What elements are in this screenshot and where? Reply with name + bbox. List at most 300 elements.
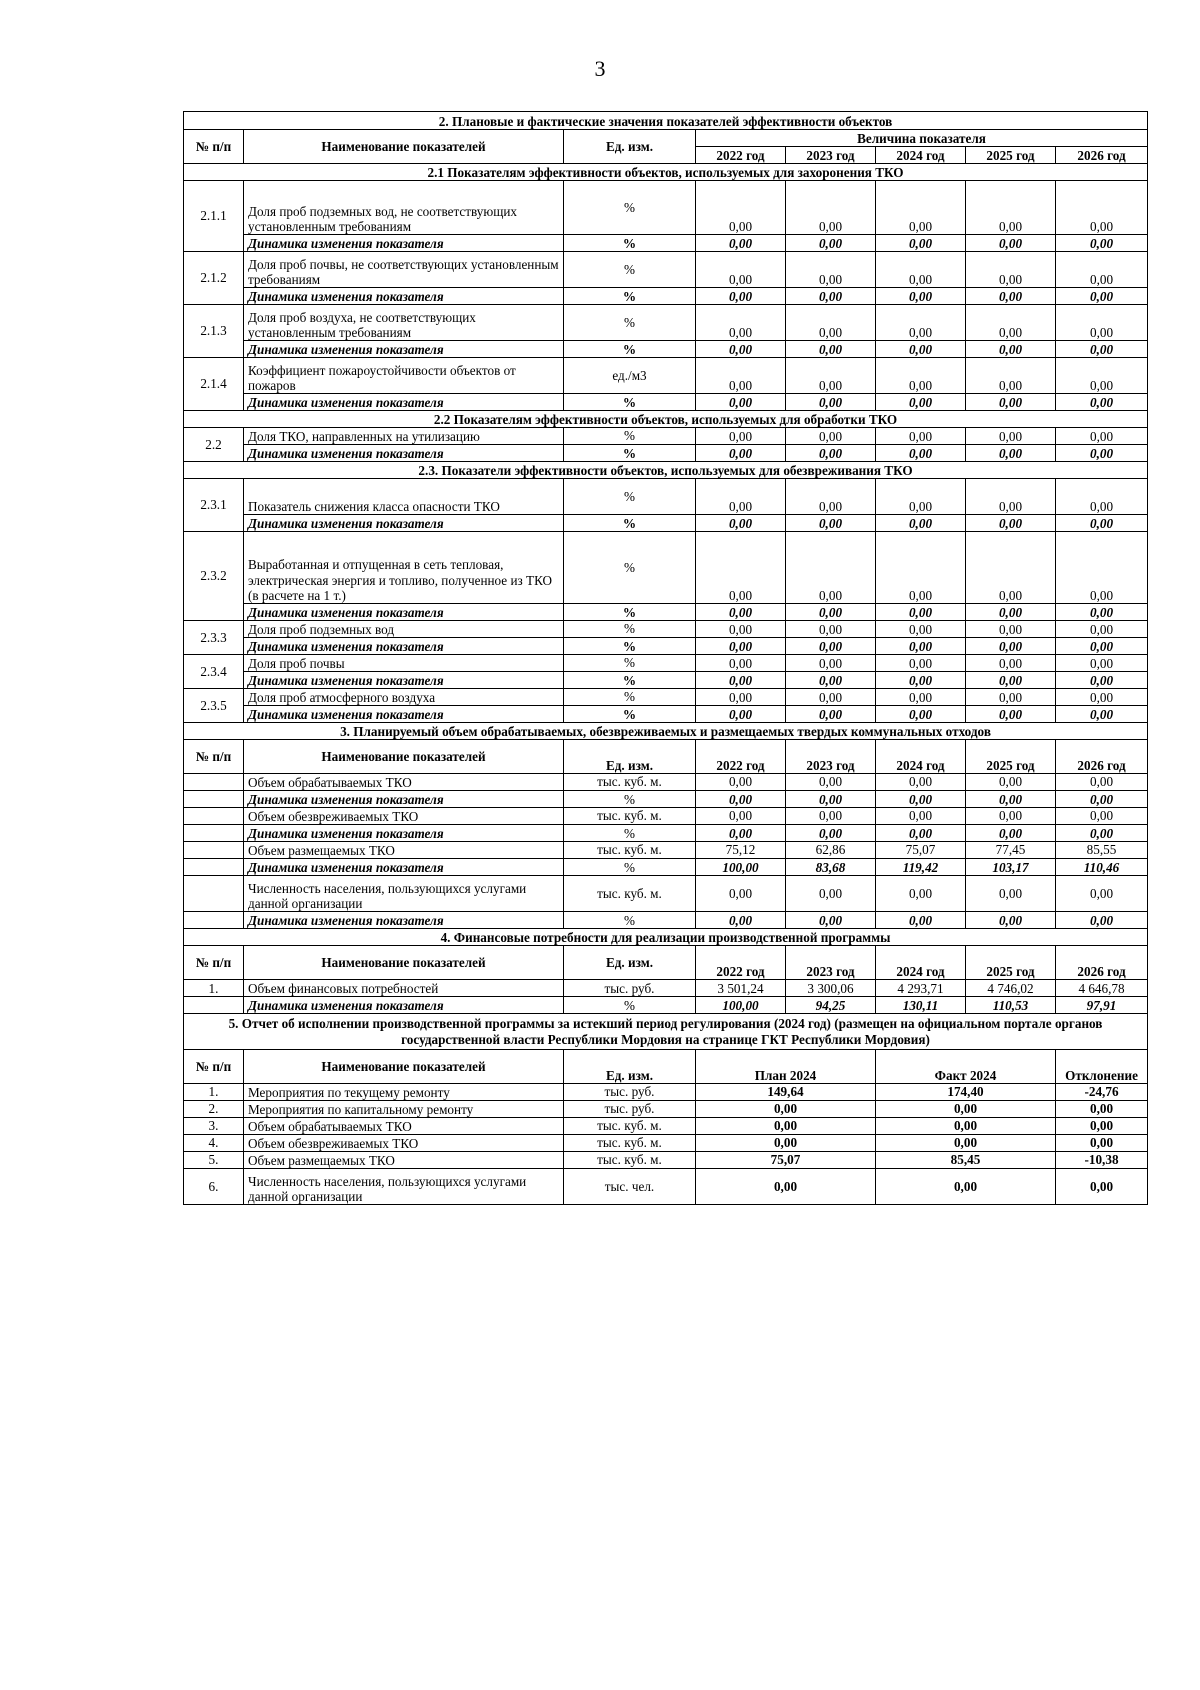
- value-cell: 0,00: [1056, 479, 1148, 515]
- dynamics-value: 0,00: [876, 445, 966, 462]
- col-header-name: Наименование показателей: [244, 740, 564, 774]
- col-header-year: 2024 год: [876, 147, 966, 164]
- dynamics-value: 0,00: [786, 604, 876, 621]
- dynamics-value: 103,17: [966, 859, 1056, 876]
- dynamics-label: Динамика изменения показателя: [244, 604, 564, 621]
- dynamics-value: 0,00: [696, 394, 786, 411]
- unit-cell: %: [564, 604, 696, 621]
- table-row: [184, 1084, 1148, 1101]
- col-header-year: 2022 год: [696, 946, 786, 980]
- col-header-unit: Ед. изм.: [564, 740, 696, 774]
- indicator-name: Доля проб воздуха, не соответствующих установленным требованиям: [244, 305, 564, 341]
- table-row: [184, 1118, 1148, 1135]
- value-cell: 0,00: [966, 774, 1056, 791]
- table-row: [184, 428, 1148, 445]
- unit-cell: %: [564, 288, 696, 305]
- col-header-year: 2026 год: [1056, 147, 1148, 164]
- dynamics-value: 94,25: [786, 997, 876, 1014]
- deviation-value: 0,00: [1056, 1135, 1148, 1152]
- table-row: [184, 723, 1148, 740]
- table-row: [184, 604, 1148, 621]
- value-cell: 3 501,24: [696, 980, 786, 997]
- value-cell: 0,00: [876, 358, 966, 394]
- dynamics-value: 0,00: [1056, 515, 1148, 532]
- table-row: [184, 621, 1148, 638]
- indicator-name: Объем финансовых потребностей: [244, 980, 564, 997]
- dynamics-value: 0,00: [876, 825, 966, 842]
- value-cell: 0,00: [966, 655, 1056, 672]
- dynamics-value: 0,00: [696, 604, 786, 621]
- table-row: [184, 445, 1148, 462]
- unit-cell: %: [564, 235, 696, 252]
- table-row: [184, 946, 1148, 980]
- dynamics-value: 0,00: [786, 394, 876, 411]
- dynamics-value: 0,00: [1056, 445, 1148, 462]
- subsection-title: 2.1 Показателям эффективности объектов, используемых для захоронения ТКО: [184, 164, 1148, 181]
- value-cell: 0,00: [696, 621, 786, 638]
- value-cell: 0,00: [1056, 358, 1148, 394]
- dynamics-value: 0,00: [966, 706, 1056, 723]
- value-cell: 62,86: [786, 842, 876, 859]
- col-header-year: 2026 год: [1056, 740, 1148, 774]
- section-2-title: 2. Плановые и фактические значения показателей эффективности объектов: [184, 112, 1148, 130]
- plan-value: 0,00: [696, 1118, 876, 1135]
- value-cell: 0,00: [876, 479, 966, 515]
- row-number: 2.2: [184, 428, 244, 462]
- table-row: [184, 808, 1148, 825]
- value-cell: 85,55: [1056, 842, 1148, 859]
- dynamics-value: 0,00: [876, 394, 966, 411]
- col-header-year: 2026 год: [1056, 946, 1148, 980]
- value-cell: 0,00: [876, 876, 966, 912]
- dynamics-value: 0,00: [1056, 638, 1148, 655]
- dynamics-value: 0,00: [786, 515, 876, 532]
- fact-value: 0,00: [876, 1118, 1056, 1135]
- row-number: 2.3.3: [184, 621, 244, 655]
- value-cell: 0,00: [696, 252, 786, 288]
- indicator-name: Выработанная и отпущенная в сеть тепловая, электрическая энергия и топливо, полученное из ТКО (в расчете на 1 т.): [244, 532, 564, 604]
- value-cell: 0,00: [966, 621, 1056, 638]
- value-cell: 0,00: [696, 428, 786, 445]
- col-header-year: 2023 год: [786, 740, 876, 774]
- table-row: [184, 842, 1148, 859]
- dynamics-value: 0,00: [786, 235, 876, 252]
- table-row: [184, 515, 1148, 532]
- fact-value: 0,00: [876, 1101, 1056, 1118]
- table-row: [184, 1152, 1148, 1169]
- value-cell: 75,12: [696, 842, 786, 859]
- indicator-name: Объем размещаемых ТКО: [244, 1152, 564, 1169]
- col-header-unit: Ед. изм.: [564, 1050, 696, 1084]
- dynamics-label: Динамика изменения показателя: [244, 912, 564, 929]
- indicator-name: Доля проб атмосферного воздуха: [244, 689, 564, 706]
- dynamics-label: Динамика изменения показателя: [244, 706, 564, 723]
- unit-cell: %: [564, 638, 696, 655]
- table-row: [184, 774, 1148, 791]
- table-row: [184, 689, 1148, 706]
- value-cell: 0,00: [1056, 181, 1148, 235]
- indicator-name: Объем обезвреживаемых ТКО: [244, 1135, 564, 1152]
- indicator-name: Доля проб почвы, не соответствующих установленным требованиям: [244, 252, 564, 288]
- deviation-value: 0,00: [1056, 1169, 1148, 1205]
- dynamics-value: 0,00: [1056, 912, 1148, 929]
- row-number: 4.: [184, 1135, 244, 1152]
- dynamics-value: 0,00: [876, 604, 966, 621]
- page-number: 3: [594, 56, 606, 81]
- row-number: 2.3.2: [184, 532, 244, 621]
- col-header-year: 2022 год: [696, 740, 786, 774]
- dynamics-value: 0,00: [1056, 791, 1148, 808]
- dynamics-value: 0,00: [966, 672, 1056, 689]
- value-cell: 0,00: [786, 181, 876, 235]
- dynamics-value: 0,00: [696, 706, 786, 723]
- table-row: [184, 929, 1148, 946]
- unit-cell: %: [564, 621, 696, 638]
- table-row: [184, 1050, 1148, 1084]
- value-cell: 0,00: [696, 532, 786, 604]
- col-header-name: Наименование показателей: [244, 1050, 564, 1084]
- table-row: [184, 1135, 1148, 1152]
- col-header-name: Наименование показателей: [244, 130, 564, 164]
- dynamics-value: 100,00: [696, 997, 786, 1014]
- dynamics-value: 0,00: [876, 791, 966, 808]
- row-number: 5.: [184, 1152, 244, 1169]
- dynamics-value: 110,53: [966, 997, 1056, 1014]
- unit-cell: %: [564, 825, 696, 842]
- value-cell: 0,00: [876, 252, 966, 288]
- indicator-name: Мероприятия по капитальному ремонту: [244, 1101, 564, 1118]
- row-number: 2.1.2: [184, 252, 244, 305]
- value-cell: 0,00: [1056, 876, 1148, 912]
- col-header-plan: План 2024: [696, 1050, 876, 1084]
- subsection-title: 2.2 Показателям эффективности объектов, используемых для обработки ТКО: [184, 411, 1148, 428]
- value-cell: 0,00: [1056, 689, 1148, 706]
- value-cell: 0,00: [876, 774, 966, 791]
- value-cell: 4 746,02: [966, 980, 1056, 997]
- fact-value: 0,00: [876, 1135, 1056, 1152]
- value-cell: 0,00: [966, 532, 1056, 604]
- unit-cell: %: [564, 912, 696, 929]
- unit-cell: тыс. куб. м.: [564, 808, 696, 825]
- unit-cell: %: [564, 445, 696, 462]
- unit-cell: %: [564, 515, 696, 532]
- dynamics-value: 0,00: [876, 288, 966, 305]
- value-cell: 0,00: [1056, 621, 1148, 638]
- dynamics-value: 0,00: [966, 235, 1056, 252]
- table-row: [184, 672, 1148, 689]
- value-cell: 0,00: [876, 655, 966, 672]
- value-cell: 0,00: [786, 655, 876, 672]
- value-cell: 0,00: [696, 479, 786, 515]
- unit-cell: %: [564, 305, 696, 341]
- value-cell: 0,00: [966, 428, 1056, 445]
- table-row: [184, 235, 1148, 252]
- unit-cell: %: [564, 689, 696, 706]
- value-cell: 0,00: [786, 479, 876, 515]
- value-cell: 0,00: [696, 305, 786, 341]
- plan-value: 75,07: [696, 1152, 876, 1169]
- indicator-name: Объем обезвреживаемых ТКО: [244, 808, 564, 825]
- col-header-name: Наименование показателей: [244, 946, 564, 980]
- value-cell: 0,00: [696, 358, 786, 394]
- indicator-name: Объем размещаемых ТКО: [244, 842, 564, 859]
- table-row: [184, 740, 1148, 774]
- dynamics-value: 0,00: [1056, 235, 1148, 252]
- indicator-name: Объем обрабатываемых ТКО: [244, 774, 564, 791]
- table-row: [184, 305, 1148, 341]
- dynamics-label: Динамика изменения показателя: [244, 791, 564, 808]
- dynamics-value: 0,00: [786, 672, 876, 689]
- plan-value: 0,00: [696, 1135, 876, 1152]
- unit-cell: тыс. куб. м.: [564, 1152, 696, 1169]
- value-cell: 0,00: [1056, 655, 1148, 672]
- dynamics-value: 0,00: [966, 912, 1056, 929]
- row-number: 1.: [184, 980, 244, 997]
- unit-cell: тыс. чел.: [564, 1169, 696, 1205]
- value-cell: 0,00: [786, 532, 876, 604]
- deviation-value: 0,00: [1056, 1118, 1148, 1135]
- value-cell: 0,00: [876, 689, 966, 706]
- col-header-unit: Ед. изм.: [564, 130, 696, 164]
- value-cell: 0,00: [966, 252, 1056, 288]
- unit-cell: %: [564, 252, 696, 288]
- value-cell: 0,00: [966, 689, 1056, 706]
- indicator-name: Мероприятия по текущему ремонту: [244, 1084, 564, 1101]
- dynamics-value: 0,00: [1056, 706, 1148, 723]
- row-number: 6.: [184, 1169, 244, 1205]
- dynamics-label: Динамика изменения показателя: [244, 997, 564, 1014]
- table-row: [184, 341, 1148, 358]
- value-cell: 0,00: [1056, 428, 1148, 445]
- row-number: 2.3.4: [184, 655, 244, 689]
- col-header-year: 2023 год: [786, 946, 876, 980]
- value-cell: 0,00: [1056, 532, 1148, 604]
- dynamics-value: 119,42: [876, 859, 966, 876]
- value-cell: 3 300,06: [786, 980, 876, 997]
- value-cell: 0,00: [1056, 808, 1148, 825]
- dynamics-label: Динамика изменения показателя: [244, 638, 564, 655]
- dynamics-value: 0,00: [696, 912, 786, 929]
- unit-cell: тыс. куб. м.: [564, 774, 696, 791]
- unit-cell: %: [564, 655, 696, 672]
- table-row: [184, 462, 1148, 479]
- dynamics-value: 0,00: [696, 235, 786, 252]
- table-row: [184, 181, 1148, 235]
- dynamics-value: 0,00: [1056, 394, 1148, 411]
- unit-cell: %: [564, 532, 696, 604]
- table-row: [184, 252, 1148, 288]
- unit-cell: тыс. руб.: [564, 1084, 696, 1101]
- dynamics-value: 0,00: [786, 791, 876, 808]
- col-header-year: 2025 год: [966, 946, 1056, 980]
- value-cell: 0,00: [966, 808, 1056, 825]
- value-cell: 0,00: [966, 305, 1056, 341]
- dynamics-value: 0,00: [1056, 341, 1148, 358]
- plan-value: 149,64: [696, 1084, 876, 1101]
- col-header-no: № п/п: [184, 740, 244, 774]
- value-cell: 4 293,71: [876, 980, 966, 997]
- empty-cell: [184, 876, 244, 912]
- unit-cell: %: [564, 341, 696, 358]
- unit-cell: тыс. куб. м.: [564, 1135, 696, 1152]
- col-header-year: 2022 год: [696, 147, 786, 164]
- row-number: 2.1.4: [184, 358, 244, 411]
- fact-value: 85,45: [876, 1152, 1056, 1169]
- value-cell: 0,00: [786, 689, 876, 706]
- dynamics-value: 0,00: [786, 912, 876, 929]
- dynamics-label: Динамика изменения показателя: [244, 341, 564, 358]
- dynamics-value: 0,00: [696, 672, 786, 689]
- value-cell: 75,07: [876, 842, 966, 859]
- col-header-year: 2024 год: [876, 740, 966, 774]
- dynamics-label: Динамика изменения показателя: [244, 672, 564, 689]
- unit-cell: %: [564, 428, 696, 445]
- dynamics-value: 83,68: [786, 859, 876, 876]
- dynamics-value: 0,00: [1056, 604, 1148, 621]
- dynamics-value: 0,00: [876, 235, 966, 252]
- dynamics-value: 0,00: [966, 515, 1056, 532]
- dynamics-label: Динамика изменения показателя: [244, 515, 564, 532]
- dynamics-value: 0,00: [876, 672, 966, 689]
- dynamics-value: 0,00: [876, 515, 966, 532]
- col-header-no: № п/п: [184, 1050, 244, 1084]
- dynamics-value: 0,00: [876, 912, 966, 929]
- row-number: 2.3.1: [184, 479, 244, 532]
- col-header-fact: Факт 2024: [876, 1050, 1056, 1084]
- empty-cell: [184, 859, 244, 876]
- subsection-title: 2.3. Показатели эффективности объектов, используемых для обезвреживания ТКО: [184, 462, 1148, 479]
- dynamics-label: Динамика изменения показателя: [244, 288, 564, 305]
- empty-cell: [184, 791, 244, 808]
- section-5-title: 5. Отчет об исполнении производственной программы за истекший период регулирования (2024 год) (размещен на официальном портале органов государственной власти Республики Мордовия на странице ГКТ Республики Мордовия): [184, 1014, 1148, 1050]
- deviation-value: -24,76: [1056, 1084, 1148, 1101]
- indicator-name: Численность населения, пользующихся услугами данной организации: [244, 1169, 564, 1205]
- row-number: 1.: [184, 1084, 244, 1101]
- fact-value: 174,40: [876, 1084, 1056, 1101]
- plan-value: 0,00: [696, 1169, 876, 1205]
- value-cell: 0,00: [786, 621, 876, 638]
- dynamics-value: 0,00: [966, 638, 1056, 655]
- table-row: [184, 859, 1148, 876]
- dynamics-value: 110,46: [1056, 859, 1148, 876]
- empty-cell: [184, 808, 244, 825]
- dynamics-label: Динамика изменения показателя: [244, 445, 564, 462]
- dynamics-value: 100,00: [696, 859, 786, 876]
- dynamics-value: 0,00: [696, 288, 786, 305]
- dynamics-value: 97,91: [1056, 997, 1148, 1014]
- fact-value: 0,00: [876, 1169, 1056, 1205]
- unit-cell: %: [564, 997, 696, 1014]
- table-row: [184, 358, 1148, 394]
- empty-cell: [184, 912, 244, 929]
- dynamics-value: 130,11: [876, 997, 966, 1014]
- unit-cell: %: [564, 791, 696, 808]
- indicator-name: Доля проб подземных вод, не соответствующих установленным требованиям: [244, 181, 564, 235]
- unit-cell: %: [564, 479, 696, 515]
- value-cell: 0,00: [696, 655, 786, 672]
- indicator-name: Объем обрабатываемых ТКО: [244, 1118, 564, 1135]
- deviation-value: 0,00: [1056, 1101, 1148, 1118]
- section-4-title: 4. Финансовые потребности для реализации производственной программы: [184, 929, 1148, 946]
- unit-cell: тыс. куб. м.: [564, 876, 696, 912]
- value-cell: 0,00: [966, 479, 1056, 515]
- dynamics-label: Динамика изменения показателя: [244, 825, 564, 842]
- col-header-year: 2025 год: [966, 147, 1056, 164]
- dynamics-value: 0,00: [786, 341, 876, 358]
- col-header-year: 2024 год: [876, 946, 966, 980]
- unit-cell: тыс. куб. м.: [564, 842, 696, 859]
- dynamics-value: 0,00: [786, 638, 876, 655]
- unit-cell: %: [564, 706, 696, 723]
- table-row: [184, 912, 1148, 929]
- unit-cell: %: [564, 672, 696, 689]
- table-row: [184, 411, 1148, 428]
- unit-cell: тыс. руб.: [564, 980, 696, 997]
- value-cell: 0,00: [786, 808, 876, 825]
- deviation-value: -10,38: [1056, 1152, 1148, 1169]
- value-cell: 0,00: [786, 774, 876, 791]
- table-row: [184, 791, 1148, 808]
- section-3-title: 3. Планируемый объем обрабатываемых, обезвреживаемых и размещаемых твердых коммунальных отходов: [184, 723, 1148, 740]
- dynamics-value: 0,00: [696, 825, 786, 842]
- table-row: [184, 130, 1148, 147]
- dynamics-value: 0,00: [966, 825, 1056, 842]
- table-row: [184, 825, 1148, 842]
- value-cell: 0,00: [876, 305, 966, 341]
- table-row: [184, 1014, 1148, 1050]
- table-row: [184, 980, 1148, 997]
- table-body: [184, 112, 1148, 1205]
- unit-cell: тыс. руб.: [564, 1101, 696, 1118]
- unit-cell: ед./м3: [564, 358, 696, 394]
- indicator-name: Показатель снижения класса опасности ТКО: [244, 479, 564, 515]
- value-cell: 0,00: [1056, 774, 1148, 791]
- table-row: [184, 112, 1148, 130]
- table-row: [184, 164, 1148, 181]
- row-number: 2.: [184, 1101, 244, 1118]
- unit-cell: тыс. куб. м.: [564, 1118, 696, 1135]
- value-cell: 4 646,78: [1056, 980, 1148, 997]
- empty-cell: [184, 825, 244, 842]
- table-row: [184, 479, 1148, 515]
- dynamics-value: 0,00: [966, 445, 1056, 462]
- unit-cell: %: [564, 394, 696, 411]
- value-cell: 0,00: [696, 689, 786, 706]
- dynamics-value: 0,00: [786, 288, 876, 305]
- unit-cell: %: [564, 181, 696, 235]
- dynamics-value: 0,00: [1056, 825, 1148, 842]
- row-number: 2.1.3: [184, 305, 244, 358]
- dynamics-value: 0,00: [1056, 672, 1148, 689]
- indicator-name: Коэффициент пожароустойчивости объектов от пожаров: [244, 358, 564, 394]
- indicator-name: Доля проб почвы: [244, 655, 564, 672]
- dynamics-value: 0,00: [966, 604, 1056, 621]
- table-row: [184, 394, 1148, 411]
- dynamics-value: 0,00: [696, 638, 786, 655]
- table-row: [184, 288, 1148, 305]
- table-row: [184, 1101, 1148, 1118]
- row-number: 3.: [184, 1118, 244, 1135]
- value-cell: 0,00: [1056, 252, 1148, 288]
- plan-value: 0,00: [696, 1101, 876, 1118]
- dynamics-label: Динамика изменения показателя: [244, 859, 564, 876]
- dynamics-label: Динамика изменения показателя: [244, 235, 564, 252]
- dynamics-value: 0,00: [696, 341, 786, 358]
- col-header-value: Величина показателя: [696, 130, 1148, 147]
- value-cell: 0,00: [786, 428, 876, 445]
- col-header-deviation: Отклонение: [1056, 1050, 1148, 1084]
- empty-cell: [184, 842, 244, 859]
